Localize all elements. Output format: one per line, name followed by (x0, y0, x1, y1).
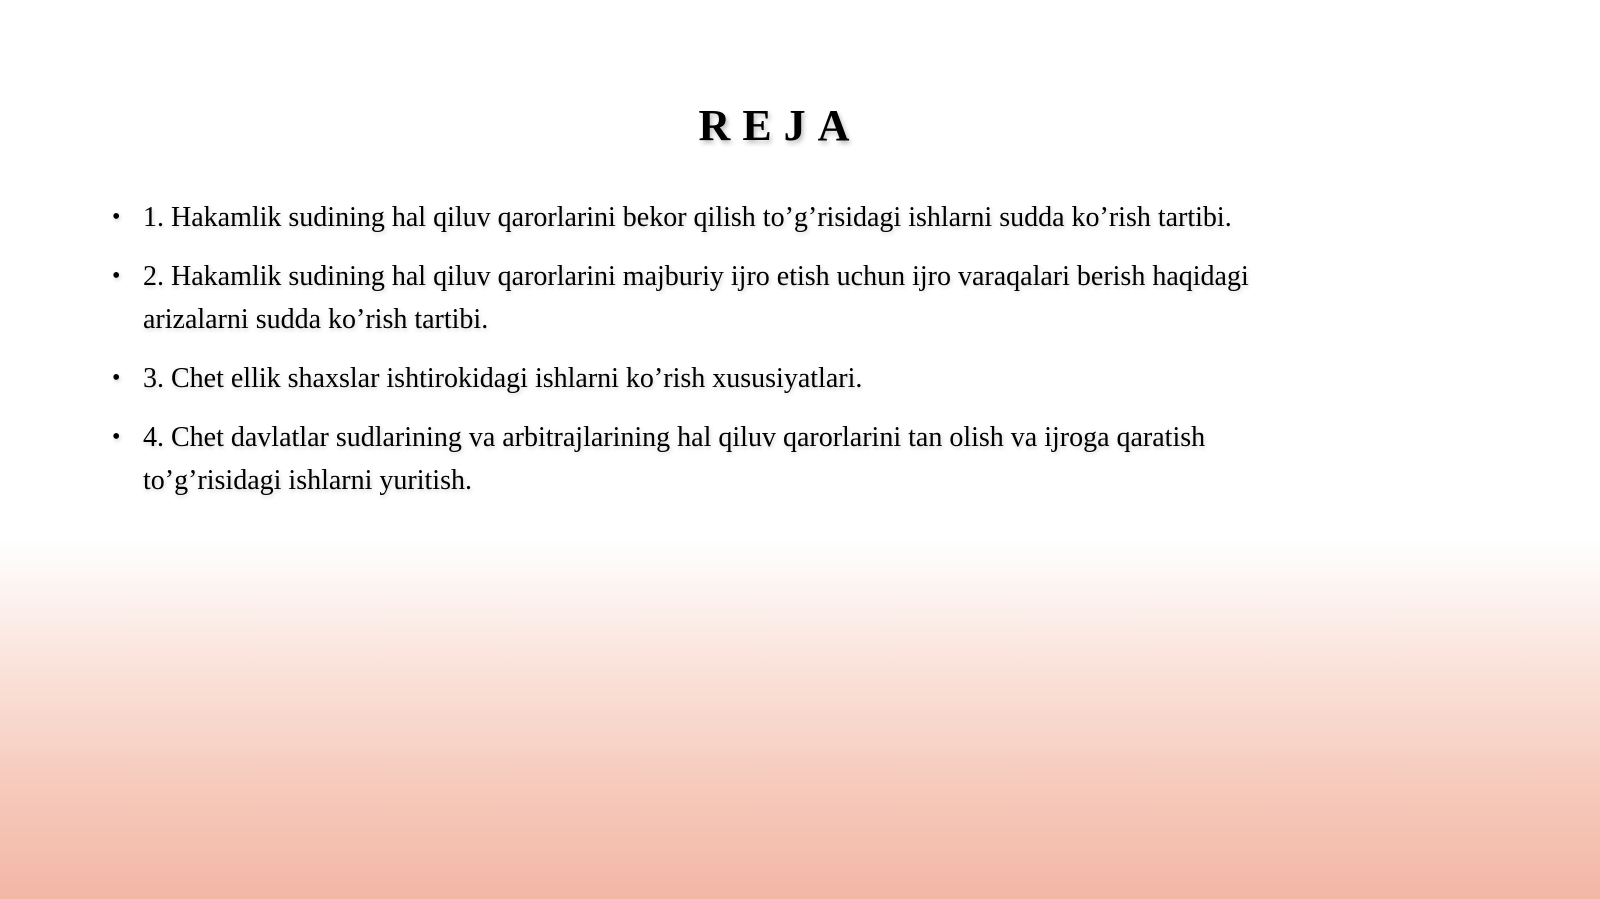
plan-item-1 (112, 196, 1342, 239)
bullet-icon: • (112, 263, 121, 289)
bullet-icon: • (112, 424, 121, 450)
bullet-icon: • (112, 204, 121, 230)
plan-item-text: 4. Chet davlatlar sudlarining va arbitrajlarining hal qiluv qarorlarini tan olish va ijroga qaratish to’g’risidagi ishlarni yuritish. (143, 422, 1206, 496)
slide-title: REJA (698, 101, 862, 150)
bullet-icon: • (112, 365, 121, 391)
plan-list (112, 196, 1342, 518)
plan-item-2 (112, 255, 1342, 341)
plan-item-text: 1. Hakamlik sudining hal qiluv qarorlarini bekor qilish to’g’risidagi ishlarni sudda ko’rish tartibi. (143, 202, 1232, 233)
plan-item-3 (112, 357, 1342, 400)
plan-item-4 (112, 416, 1342, 502)
plan-item-text: 3. Chet ellik shaxslar ishtirokidagi ishlarni ko’rish xususiyatlari. (143, 363, 863, 394)
plan-item-text: 2. Hakamlik sudining hal qiluv qarorlarini majburiy ijro etish uchun ijro varaqalari berish haqidagi arizalarni sudda ko’rish tartibi. (143, 261, 1249, 335)
